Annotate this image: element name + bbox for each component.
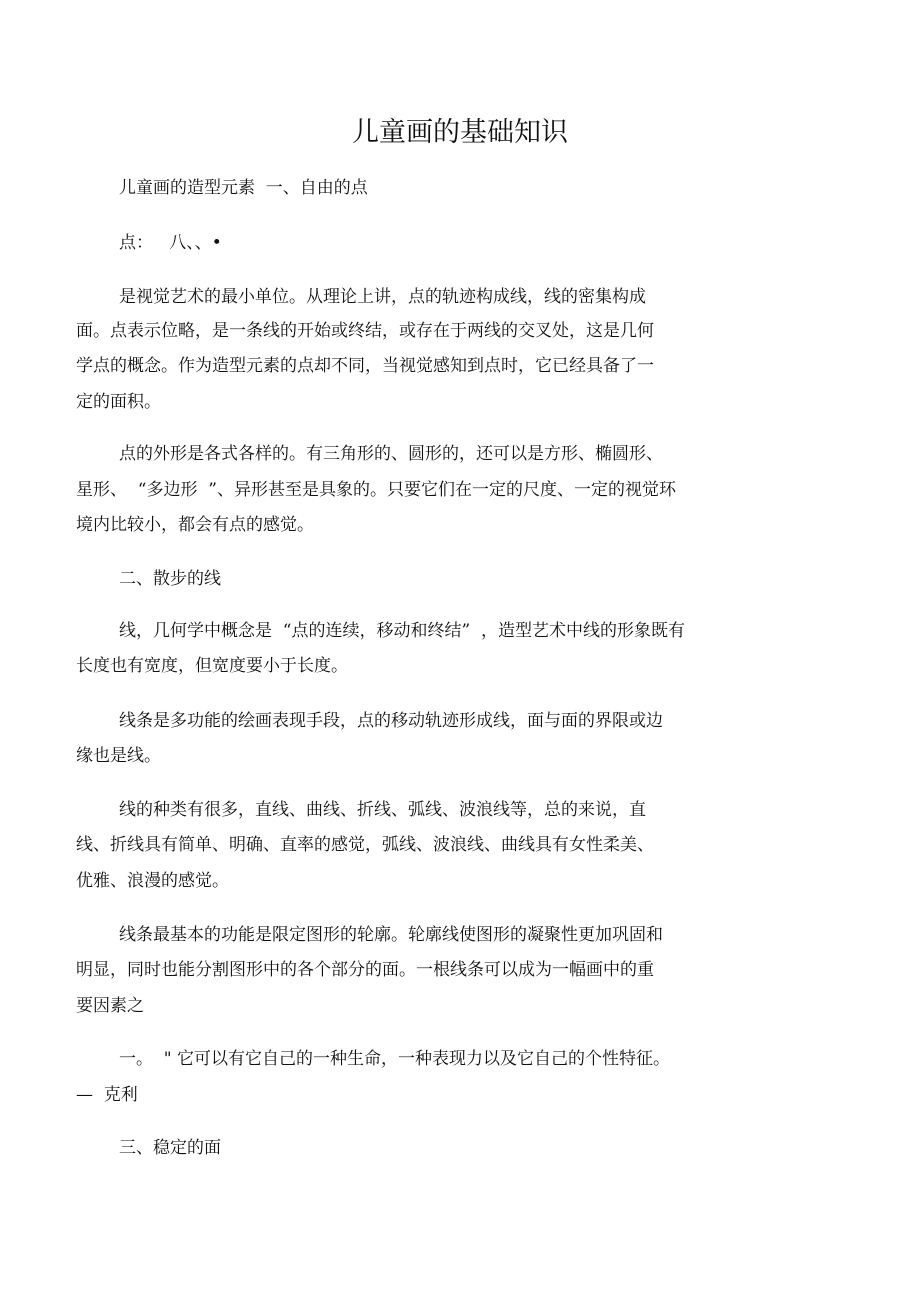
paragraph-line: 缘也是线。 bbox=[76, 746, 161, 766]
document-title: 儿童画的基础知识 bbox=[352, 117, 568, 148]
quote-attribution: — 克利 bbox=[76, 1085, 138, 1105]
paragraph-line: 优雅、浪漫的感觉。 bbox=[76, 871, 229, 891]
paragraph-line: 线的种类有很多，直线、曲线、折线、弧线、波浪线等，总的来说，直 bbox=[119, 800, 646, 820]
paragraph-line: 是视觉艺术的最小单位。从理论上讲，点的轨迹构成线，线的密集构成 bbox=[119, 287, 646, 307]
paragraph-line: 面。点表示位略，是一条线的开始或终结，或存在于两线的交叉处，这是几何 bbox=[76, 321, 654, 341]
paragraph-line: 线条是多功能的绘画表现手段，点的移动轨迹形成线，面与面的界限或边 bbox=[119, 711, 663, 731]
section-heading: 儿童画的造型元素 一、自由的点 bbox=[119, 178, 368, 198]
section-heading: 三、稳定的面 bbox=[119, 1138, 221, 1158]
paragraph-line: 星形、 “多边形 ”、异形甚至是具象的。只要它们在一定的尺度、一定的视觉环 bbox=[76, 480, 676, 500]
paragraph-line: 线条最基本的功能是限定图形的轮廓。轮廓线使图形的凝聚性更加巩固和 bbox=[119, 925, 663, 945]
paragraph-line: 线，几何学中概念是 “点的连续，移动和终结” ，造型艺术中线的形象既有 bbox=[119, 621, 685, 641]
paragraph-line: 线、折线具有简单、明确、直率的感觉，弧线、波浪线、曲线具有女性柔美、 bbox=[76, 835, 654, 855]
paragraph-line: 明显，同时也能分割图形中的各个部分的面。一根线条可以成为一幅画中的重 bbox=[76, 960, 654, 980]
paragraph-line: 点的外形是各式各样的。有三角形的、圆形的，还可以是方形、椭圆形、 bbox=[119, 444, 663, 464]
paragraph-line: 长度也有宽度，但宽度要小于长度。 bbox=[76, 656, 348, 676]
paragraph-line: 点： 八、、• bbox=[119, 233, 222, 253]
paragraph-line: 定的面积。 bbox=[76, 392, 161, 412]
paragraph-line: 要因素之 bbox=[76, 996, 144, 1016]
quote-line: 一。 " 它可以有它自己的一种生命，一种表现力以及它自己的个性特征。 bbox=[119, 1049, 671, 1069]
paragraph-line: 学点的概念。作为造型元素的点却不同，当视觉感知到点时，它已经具备了一 bbox=[76, 356, 654, 376]
paragraph-line: 境内比较小，都会有点的感觉。 bbox=[76, 515, 314, 535]
section-heading: 二、散步的线 bbox=[119, 569, 221, 589]
